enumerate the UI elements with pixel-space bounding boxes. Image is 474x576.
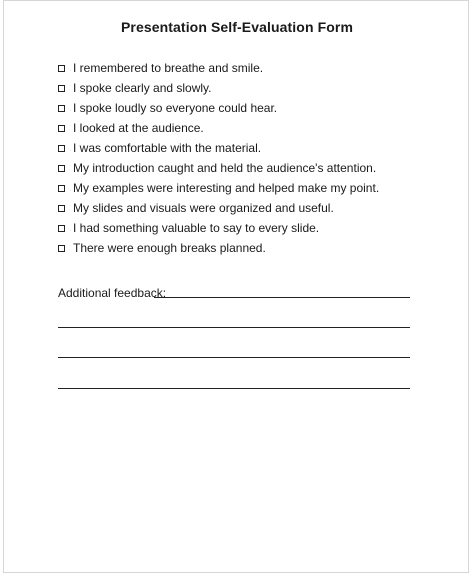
checklist-item-label: I spoke loudly so everyone could hear. <box>73 101 278 115</box>
feedback-line[interactable] <box>58 327 410 328</box>
checklist-item <box>58 158 379 178</box>
checkbox[interactable] <box>58 125 65 132</box>
checklist-item <box>58 238 379 258</box>
checkbox[interactable] <box>58 165 65 172</box>
checkbox[interactable] <box>58 225 65 232</box>
checklist-item-label: My examples were interesting and helped make my point. <box>73 181 380 195</box>
checklist-item <box>58 218 379 238</box>
checkbox[interactable] <box>58 85 65 92</box>
checklist-item <box>58 58 379 78</box>
form-title: Presentation Self-Evaluation Form <box>120 19 353 35</box>
checklist-item-label: I spoke clearly and slowly. <box>73 81 212 95</box>
checkbox[interactable] <box>58 205 65 212</box>
feedback-line[interactable] <box>58 388 410 389</box>
checkbox[interactable] <box>58 105 65 112</box>
checklist-item-label: I looked at the audience. <box>73 121 204 135</box>
checkbox[interactable] <box>58 65 65 72</box>
checklist-item-label: I remembered to breathe and smile. <box>73 61 264 75</box>
checklist-item-label: There were enough breaks planned. <box>73 241 266 255</box>
checklist-item-label: My introduction caught and held the audience's attention. <box>73 161 377 175</box>
checklist-item-label: I was comfortable with the material. <box>73 141 262 155</box>
checklist-item <box>58 178 379 198</box>
additional-feedback-label: Additional feedback: <box>58 286 167 300</box>
checklist-item-label: My slides and visuals were organized and useful. <box>73 201 334 215</box>
checklist-item <box>58 118 379 138</box>
checklist-item <box>58 138 379 158</box>
checkbox[interactable] <box>58 185 65 192</box>
checkbox[interactable] <box>58 145 65 152</box>
checklist-item <box>58 98 379 118</box>
checkbox[interactable] <box>58 245 65 252</box>
checklist-item <box>58 198 379 218</box>
checklist-item <box>58 78 379 98</box>
feedback-line[interactable] <box>58 357 410 358</box>
checklist-item-label: I had something valuable to say to every slide. <box>73 221 320 235</box>
feedback-line[interactable] <box>154 297 410 298</box>
self-evaluation-checklist <box>58 58 379 258</box>
